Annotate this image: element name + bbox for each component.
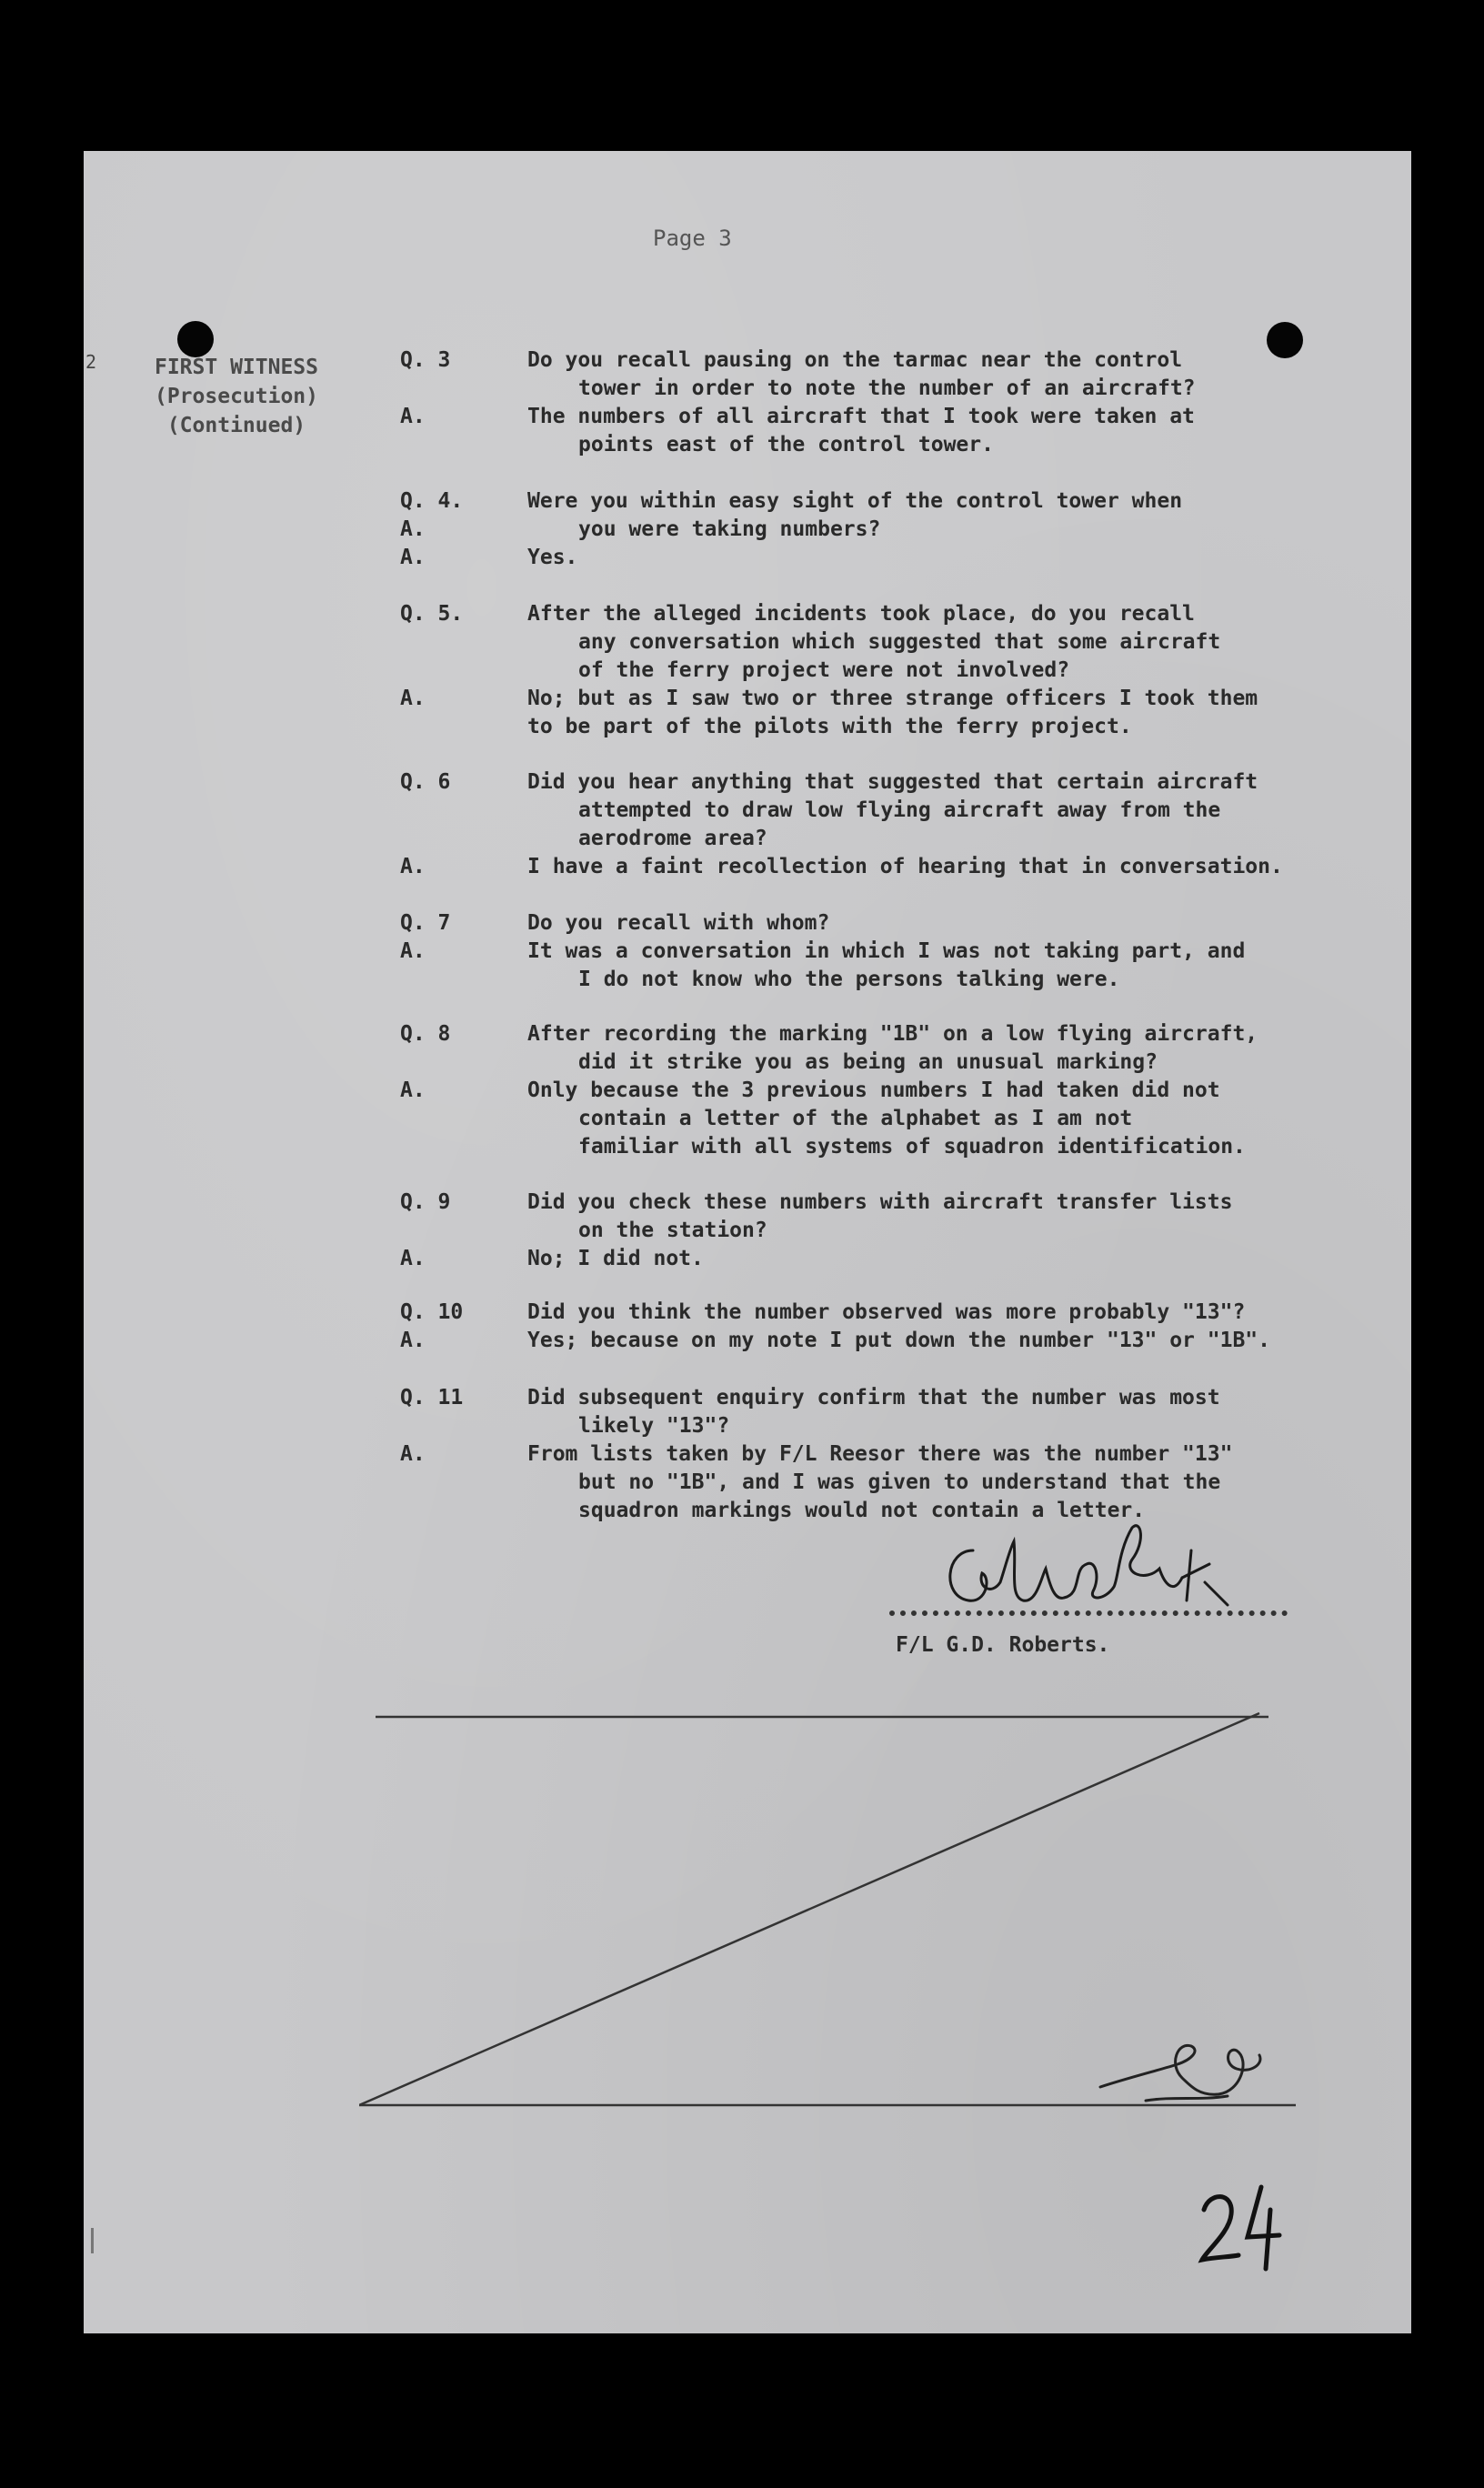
question-text: of the ferry project were not involved? [578,658,1070,682]
answer-text: No; I did not. [527,1247,704,1270]
answer-label: A. [400,687,426,710]
question-text: Did you think the number observed was more probably "13"? [527,1300,1246,1324]
question-text: any conversation which suggested that some aircraft [578,630,1221,654]
question-row [400,1189,1364,1245]
question-label: Q. 6 [400,770,451,794]
question-label: Q. 8 [400,1022,451,1046]
question-row [400,600,1364,685]
question-text: on the station? [578,1219,767,1242]
question-text: Were you within easy sight of the control tower when [527,489,1183,513]
answer-text: but no "1B", and I was given to understand that the [578,1470,1221,1494]
answer-label: A. [400,1078,426,1102]
answer-row [400,685,1364,741]
question-text: you were taking numbers? [578,517,881,541]
question-label: Q. 11 [400,1386,464,1410]
page-number: Page 3 [653,226,732,251]
handwritten-initials [1091,2023,1273,2114]
question-text: likely "13"? [578,1414,730,1438]
handwritten-signature [937,1514,1237,1614]
qa-block-q4 [400,487,1364,572]
punch-hole-left [177,321,214,357]
qa-block-q11 [400,1384,1364,1525]
answer-text: contain a letter of the alphabet as I am not [578,1107,1133,1130]
answer-label: A. [400,405,426,428]
qa-block-q6 [400,768,1364,881]
question-text: After the alleged incidents took place, do you recall [527,602,1195,626]
answer-row [400,516,1364,544]
qa-block-q9 [400,1189,1364,1273]
question-label: Q. 3 [400,348,451,372]
signature-line [889,1610,1288,1616]
answer-text: familiar with all systems of squadron identification. [578,1135,1246,1159]
question-row [400,1020,1364,1077]
answer-text: No; but as I saw two or three strange officers I took them [527,687,1258,710]
answer-text: squadron markings would not contain a letter. [578,1499,1146,1522]
question-text: tower in order to note the number of an aircraft? [578,376,1196,400]
margin-mark: 2 [85,351,97,373]
question-row [400,1299,1364,1327]
answer-label: A. [400,1247,426,1270]
question-text: Do you recall pausing on the tarmac near the control [527,348,1183,372]
answer-text: Only because the 3 previous numbers I had taken did not [527,1078,1220,1102]
answer-text: I have a faint recollection of hearing that in conversation. [527,855,1283,878]
question-row [400,346,1364,403]
question-label: Q. 9 [400,1190,451,1214]
answer-text: From lists taken by F/L Reesor there was the number "13" [527,1442,1233,1466]
question-text: Did you check these numbers with aircraft transfer lists [527,1190,1233,1214]
question-text: aerodrome area? [578,827,767,850]
qa-block-q8 [400,1020,1364,1161]
witness-continued: (Continued) [166,414,306,437]
answer-label: A. [400,1442,426,1466]
qa-block-q7 [400,909,1364,994]
question-row [400,487,1364,516]
answer-label: A. [400,939,426,963]
answer-text: The numbers of all aircraft that I took were taken at [527,405,1195,428]
qa-block-q3 [400,346,1364,459]
answer-label: A. [400,546,426,569]
qa-block-q5 [400,600,1364,741]
answer-label: A. [400,855,426,878]
answer-text: It was a conversation in which I was not taking part, and [527,939,1246,963]
question-row [400,768,1364,853]
question-row [400,909,1364,938]
question-text: After recording the marking "1B" on a low flying aircraft, [527,1022,1258,1046]
witness-title: FIRST WITNESS [154,356,318,379]
witness-heading [127,353,346,440]
answer-row [400,938,1364,994]
typed-signature-name: F/L G.D. Roberts. [896,1633,1110,1657]
answer-row [400,544,1364,572]
answer-text: points east of the control tower. [578,433,994,456]
question-text: did it strike you as being an unusual marking? [578,1050,1158,1074]
answer-row [400,1245,1364,1273]
witness-role: (Prosecution) [154,385,318,408]
answer-row [400,403,1364,459]
handwritten-page-number [1193,2173,1293,2273]
question-label: Q. 10 [400,1300,464,1324]
answer-row [400,1327,1364,1355]
question-label: Q. 7 [400,911,451,935]
answer-row [400,1077,1364,1161]
question-text: attempted to draw low flying aircraft away from the [578,798,1221,822]
question-text: Did subsequent enquiry confirm that the number was most [527,1386,1220,1410]
answer-row [400,1440,1364,1525]
answer-row [400,853,1364,881]
answer-text: Yes. [527,546,578,569]
answer-label: A. [400,517,426,541]
edge-mark [91,2228,94,2253]
qa-block-q10 [400,1299,1364,1355]
answer-text: I do not know who the persons talking were. [578,968,1120,991]
question-label: Q. 4. [400,489,464,513]
answer-text: Yes; because on my note I put down the number "13" or "1B". [527,1329,1270,1352]
question-text: Do you recall with whom? [527,911,830,935]
answer-label: A. [400,1329,426,1352]
question-text: Did you hear anything that suggested that certain aircraft [527,770,1258,794]
question-label: Q. 5. [400,602,464,626]
question-row [400,1384,1364,1440]
answer-text: to be part of the pilots with the ferry project. [527,715,1132,738]
